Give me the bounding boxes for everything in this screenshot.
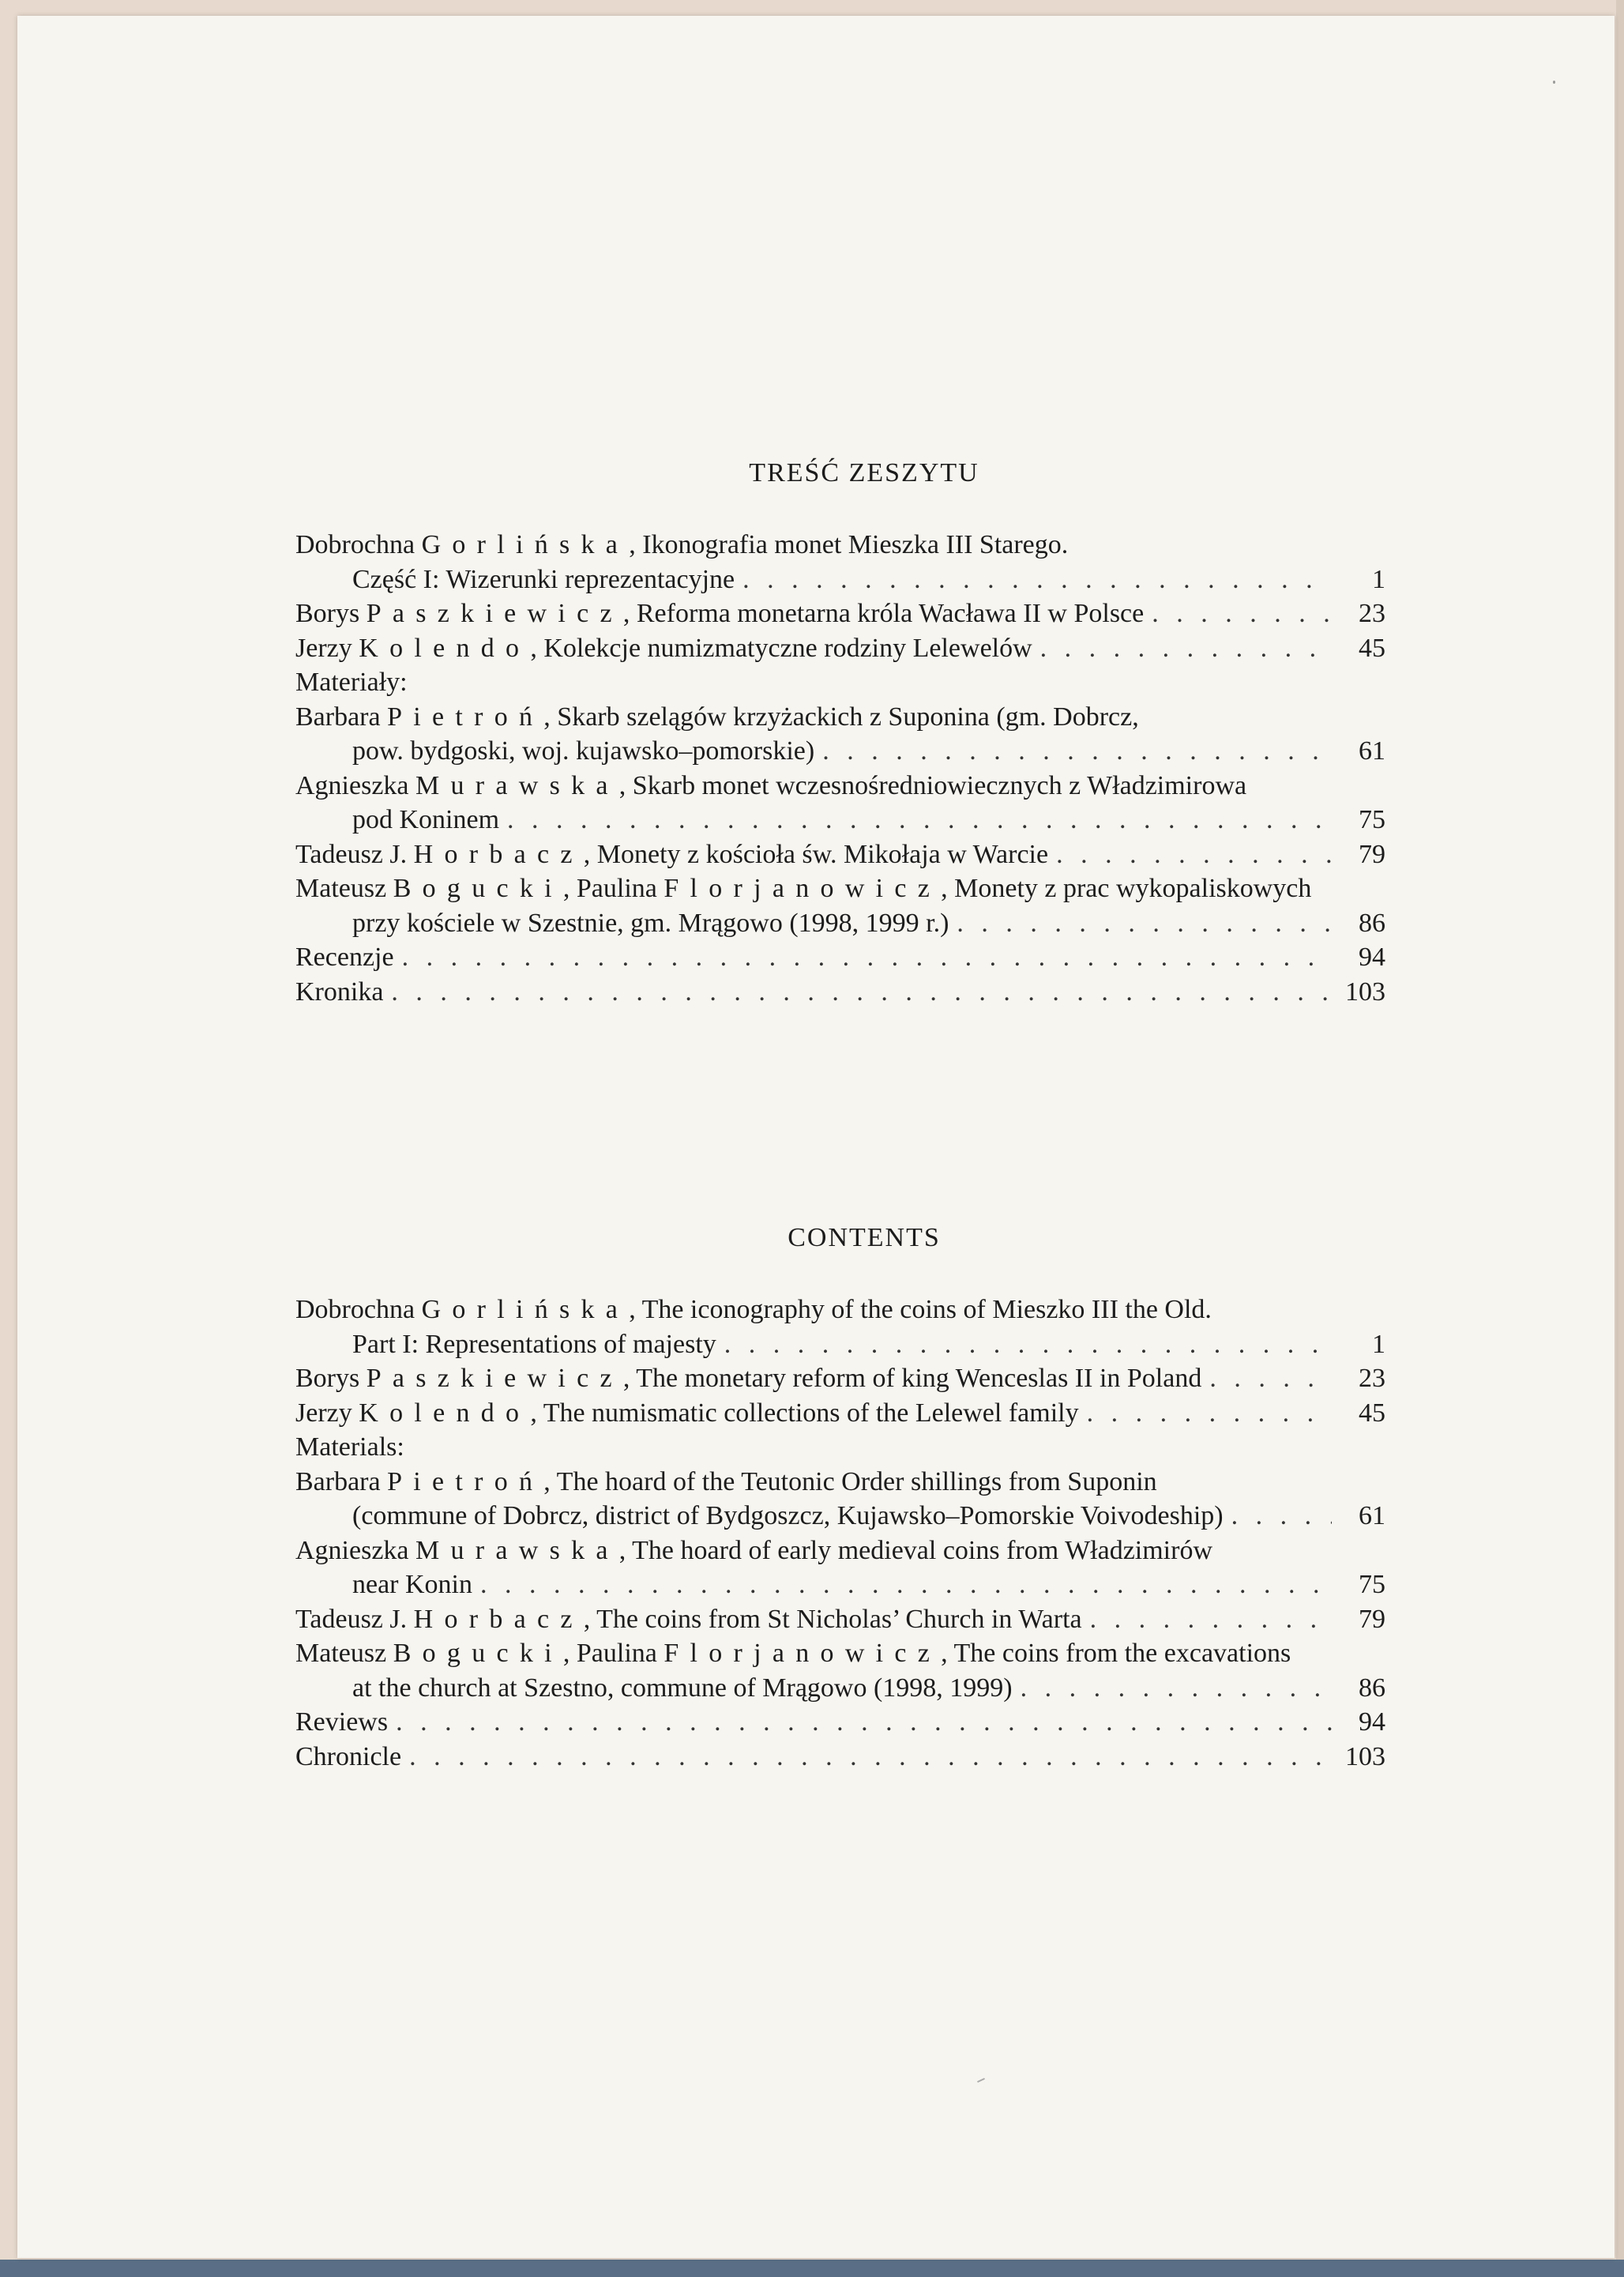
- author-first-name: Dobrochna: [295, 530, 415, 559]
- toc-english: [295, 1223, 1385, 1774]
- entry-title: , Kolekcje numizmatyczne rodziny Lelewelów: [530, 633, 1032, 663]
- page-number: 86: [1359, 908, 1385, 938]
- author-first-name: Barbara: [295, 702, 381, 732]
- dot-leader: [1090, 1602, 1332, 1637]
- entry-label: Kronika: [295, 977, 384, 1007]
- toc-entry: [295, 1293, 1385, 1361]
- author-surname: Paszkiewicz: [366, 1364, 623, 1393]
- author-surname: Paszkiewicz: [366, 599, 623, 628]
- toc-section-label: [295, 665, 1385, 700]
- page-number: 23: [1359, 1364, 1385, 1393]
- page-number: 103: [1345, 977, 1385, 1007]
- toc-entry: [295, 769, 1385, 837]
- dot-leader: [480, 1568, 1332, 1602]
- entry-title: , Reforma monetarna króla Wacława II w Polsce: [622, 599, 1145, 628]
- toc-entry: [295, 597, 1385, 631]
- author-first-name: Dobrochna: [295, 1295, 415, 1324]
- author-surname: Bogucki: [393, 1639, 563, 1668]
- toc-section-label: [295, 1430, 1385, 1465]
- entry-title: , Ikonografia monet Mieszka III Starego.: [629, 530, 1069, 559]
- author-first-name: Mateusz: [295, 1639, 387, 1668]
- toc-entry: [295, 1705, 1385, 1740]
- entry-title: , Monety z prac wykopaliskowych: [941, 874, 1312, 903]
- author-first-name: Jerzy: [295, 1398, 352, 1428]
- author-surname: Horbacz: [413, 839, 584, 869]
- entry-title: , The iconography of the coins of Mieszko III the Old.: [629, 1295, 1212, 1324]
- author-first-name: Tadeusz J.: [295, 1604, 408, 1634]
- second-author-surname: Florjanowicz: [664, 1639, 942, 1668]
- page-right-edge: [1616, 0, 1624, 2277]
- toc-entry: [295, 1636, 1385, 1705]
- toc-entry: [295, 528, 1385, 597]
- entry-title: , The hoard of the Teutonic Order shillings from Suponin: [543, 1466, 1157, 1496]
- toc-entry: [295, 1602, 1385, 1637]
- page-number: 94: [1359, 1707, 1385, 1737]
- dot-leader: [742, 563, 1332, 597]
- entry-title: , The numismatic collections of the Lelewel family: [530, 1398, 1079, 1428]
- author-surname: Kolendo: [359, 1398, 531, 1428]
- toc-entry: [295, 975, 1385, 1010]
- entry-title-continued: at the church at Szestno, commune of Mrągowo (1998, 1999): [352, 1673, 1013, 1703]
- author-surname: Bogucki: [393, 874, 563, 903]
- entry-title: , The monetary reform of king Wenceslas II in Poland: [622, 1364, 1202, 1393]
- toc-entry: [295, 1361, 1385, 1396]
- toc-heading: TREŚĆ ZESZYTU: [749, 458, 979, 487]
- second-author-first-name: , Paulina: [562, 874, 657, 903]
- entry-title: , Skarb szelągów krzyżackich z Suponina (gm. Dobrcz,: [543, 702, 1139, 732]
- toc-heading: CONTENTS: [788, 1223, 941, 1252]
- author-first-name: Agnieszka: [295, 1535, 409, 1565]
- page-number: 61: [1359, 736, 1385, 766]
- entry-label: Chronicle: [295, 1741, 402, 1771]
- author-surname: Pietroń: [387, 702, 544, 732]
- toc-entry: [295, 1396, 1385, 1431]
- author-first-name: Jerzy: [295, 633, 352, 663]
- dot-leader: [1056, 837, 1332, 872]
- author-surname: Kolendo: [359, 633, 531, 663]
- dot-leader: [396, 1705, 1332, 1740]
- paper-speck: [977, 2078, 985, 2083]
- page-number: 61: [1359, 1501, 1385, 1530]
- entry-label: Recenzje: [295, 943, 394, 972]
- author-first-name: Agnieszka: [295, 770, 409, 800]
- dot-leader: [724, 1327, 1332, 1362]
- paper-speck: [1553, 81, 1555, 84]
- author-surname: Gorlińska: [421, 1295, 630, 1324]
- entry-label: Reviews: [295, 1707, 389, 1737]
- page-number: 1: [1372, 564, 1385, 594]
- section-label: Materials:: [295, 1432, 404, 1462]
- page-number: 79: [1359, 839, 1385, 869]
- entry-title-continued: pod Koninem: [352, 805, 500, 834]
- entry-title-continued: near Konin: [352, 1570, 473, 1599]
- dot-leader: [402, 940, 1332, 975]
- entry-title-continued: przy kościele w Szestnie, gm. Mrągowo (1998, 1999 r.): [352, 908, 949, 938]
- dot-leader: [409, 1740, 1332, 1775]
- author-first-name: Borys: [295, 599, 360, 628]
- section-label: Materiały:: [295, 668, 408, 697]
- entry-title-continued: pow. bydgoski, woj. kujawsko–pomorskie): [352, 736, 815, 766]
- dot-leader: [1152, 597, 1332, 631]
- dot-leader: [957, 906, 1332, 941]
- toc-polish: [295, 458, 1385, 1009]
- dot-leader: [822, 734, 1332, 769]
- second-author-first-name: , Paulina: [562, 1639, 657, 1668]
- author-first-name: Barbara: [295, 1466, 381, 1496]
- dot-leader: [1040, 631, 1332, 666]
- page-number: 79: [1359, 1604, 1385, 1634]
- toc-entry: [295, 631, 1385, 666]
- dot-leader: [1231, 1499, 1332, 1534]
- page-number: 94: [1359, 943, 1385, 972]
- author-surname: Murawska: [415, 1535, 619, 1565]
- author-surname: Horbacz: [413, 1604, 584, 1634]
- entry-title: , Skarb monet wczesnośredniowiecznych z Władzimirowa: [618, 770, 1247, 800]
- toc-entry: [295, 871, 1385, 940]
- author-first-name: Mateusz: [295, 874, 387, 903]
- author-first-name: Borys: [295, 1364, 360, 1393]
- toc-entry: [295, 1740, 1385, 1775]
- entry-title: , The hoard of early medieval coins from Władzimirów: [618, 1535, 1213, 1565]
- page-number: 23: [1359, 599, 1385, 628]
- author-surname: Gorlińska: [421, 530, 630, 559]
- dot-leader: [391, 975, 1332, 1010]
- toc-entry: [295, 940, 1385, 975]
- page-number: 75: [1359, 1570, 1385, 1599]
- dot-leader: [1209, 1361, 1332, 1396]
- page-number: 86: [1359, 1673, 1385, 1703]
- toc-entry: [295, 1534, 1385, 1602]
- author-surname: Pietroń: [387, 1466, 544, 1496]
- page-number: 1: [1372, 1329, 1385, 1359]
- background-bottom-edge: [0, 2260, 1624, 2277]
- page-number: 103: [1345, 1741, 1385, 1771]
- dot-leader: [507, 803, 1332, 837]
- entry-title: , Monety z kościoła św. Mikołaja w Warcie: [583, 839, 1049, 869]
- entry-title-continued: Part I: Representations of majesty: [352, 1329, 716, 1359]
- toc-entry: [295, 700, 1385, 769]
- toc-entry: [295, 1465, 1385, 1534]
- entry-title-continued: Część I: Wizerunki reprezentacyjne: [352, 564, 735, 594]
- page-number: 75: [1359, 805, 1385, 834]
- document-page: [17, 16, 1615, 2258]
- page-number: 45: [1359, 633, 1385, 663]
- toc-entry: [295, 837, 1385, 872]
- page-number: 45: [1359, 1398, 1385, 1428]
- entry-title-continued: (commune of Dobrcz, district of Bydgoszcz, Kujawsko–Pomorskie Voivodeship): [352, 1501, 1224, 1530]
- author-surname: Murawska: [415, 770, 619, 800]
- entry-title: , The coins from the excavations: [941, 1639, 1291, 1668]
- dot-leader: [1021, 1671, 1332, 1706]
- entry-title: , The coins from St Nicholas’ Church in Warta: [583, 1604, 1082, 1634]
- author-first-name: Tadeusz J.: [295, 839, 408, 869]
- dot-leader: [1087, 1396, 1332, 1431]
- second-author-surname: Florjanowicz: [664, 874, 942, 903]
